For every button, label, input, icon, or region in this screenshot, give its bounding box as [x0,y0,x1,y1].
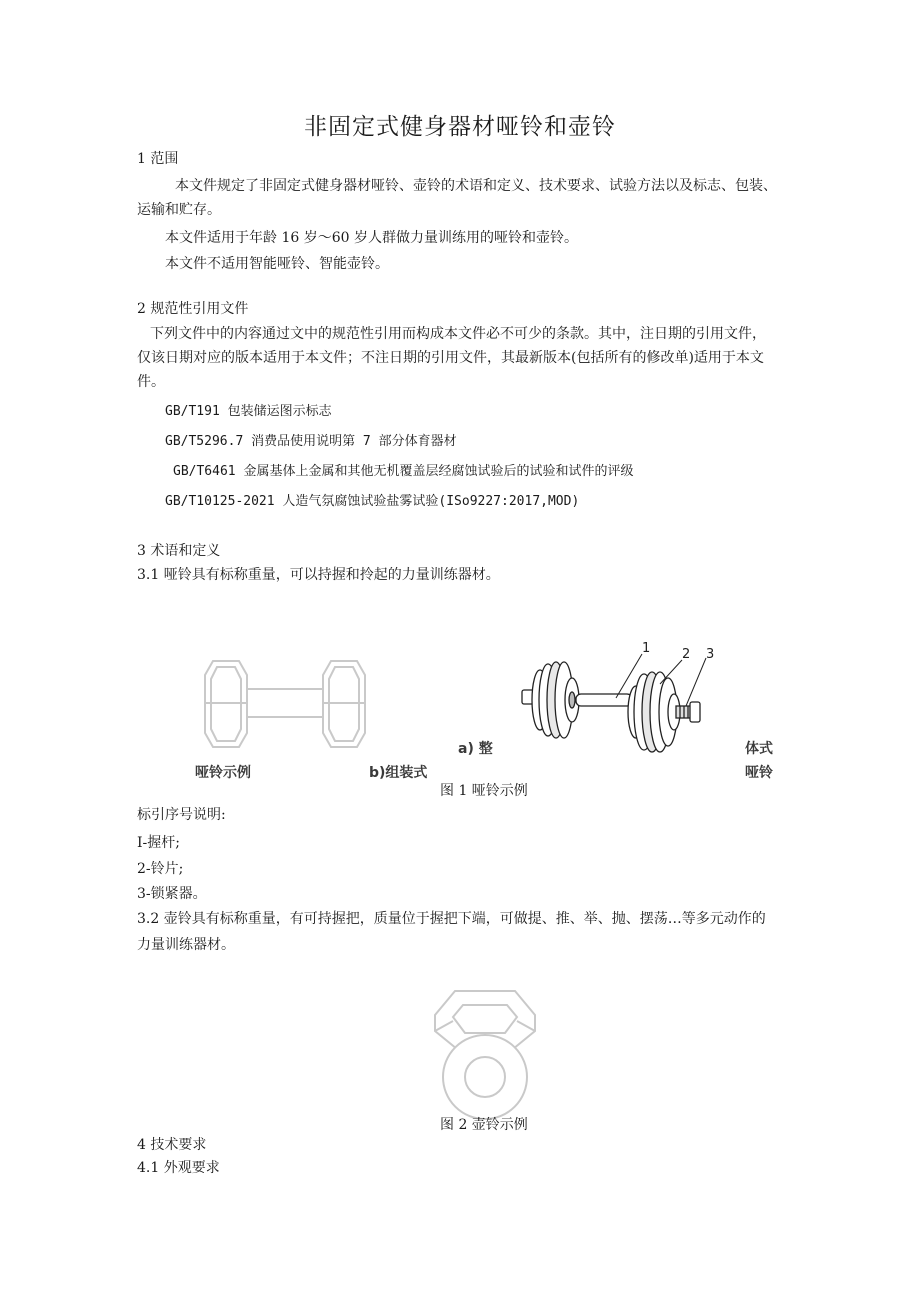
section-1-paragraph-3: 本文件不适用智能哑铃、智能壶铃。 [165,256,389,272]
figure-1-caption: 图 1 哑铃示例 [440,783,528,799]
section-2-paragraph-line-1: 下列文件中的内容通过文中的规范性引用而构成本文件必不可少的条款。其中，注日期的引用文件， [150,326,766,342]
legend-item: 2-铃片; [137,861,184,877]
definition-3-1: 3.1 哑铃具有标称重量，可以持握和拎起的力量训练器材。 [137,567,500,583]
reference-item: GB/T5296.7 消费品使用说明第 7 部分体育器材 [165,434,457,449]
section-2-paragraph-line-3: 件。 [137,374,165,390]
callout-label-3: 3 [706,647,715,662]
reference-item: GB/T6461 金属基体上金属和其他无机覆盖层经腐蚀试验后的试验和试件的评级 [173,464,634,479]
figure-1-label-a: a) 整 [458,741,493,757]
section-1-paragraph-1-line-1: 本文件规定了非固定式健身器材哑铃、壶铃的术语和定义、技术要求、试验方法以及标志、包装、 [175,178,777,194]
figure-1-label-right-1: 体式 [745,741,773,757]
section-4-heading: 4 技术要求 [137,1137,207,1153]
figure-1-label-b: b)组装式 [369,765,428,781]
document-title: 非固定式健身器材哑铃和壶铃 [304,114,616,140]
reference-item: GB/T191 包装储运图示标志 [165,404,332,419]
section-1-paragraph-2: 本文件适用于年龄 16 岁～60 岁人群做力量训练用的哑铃和壶铃。 [165,230,578,246]
callout-label-2: 2 [682,647,691,662]
hex-dumbbell-illustration [195,655,375,755]
section-4-1-heading: 4.1 外观要求 [137,1160,220,1176]
assembled-dumbbell-illustration [520,640,720,765]
figure-2-caption: 图 2 壶铃示例 [440,1117,528,1133]
figure-1-label-left: 哑铃示例 [195,765,251,781]
section-3-heading: 3 术语和定义 [137,543,221,559]
callout-label-1: 1 [642,641,651,656]
kettlebell-illustration [425,985,545,1120]
reference-item: GB/T10125-2021 人造气氛腐蚀试验盐雾试验(ISo9227:2017,MOD) [165,494,580,509]
section-2-paragraph-line-2: 仅该日期对应的版本适用于本文件；不注日期的引用文件，其最新版本(包括所有的修改单)适用于本文 [137,350,764,366]
definition-3-2-line-1: 3.2 壶铃具有标称重量，有可持握把，质量位于握把下端，可做提、推、举、抛、摆荡…等多元动作的 [137,911,766,927]
section-2-heading: 2 规范性引用文件 [137,301,249,317]
legend-item: 3-锁紧器。 [137,886,207,902]
legend-item: I-握杆; [137,835,180,851]
figure-1-label-right-2: 哑铃 [745,765,773,781]
section-1-paragraph-1-line-2: 运输和贮存。 [137,202,221,218]
section-1-heading: 1 范围 [137,151,179,167]
definition-3-2-line-2: 力量训练器材。 [137,937,235,953]
legend-title: 标引序号说明: [137,807,226,823]
